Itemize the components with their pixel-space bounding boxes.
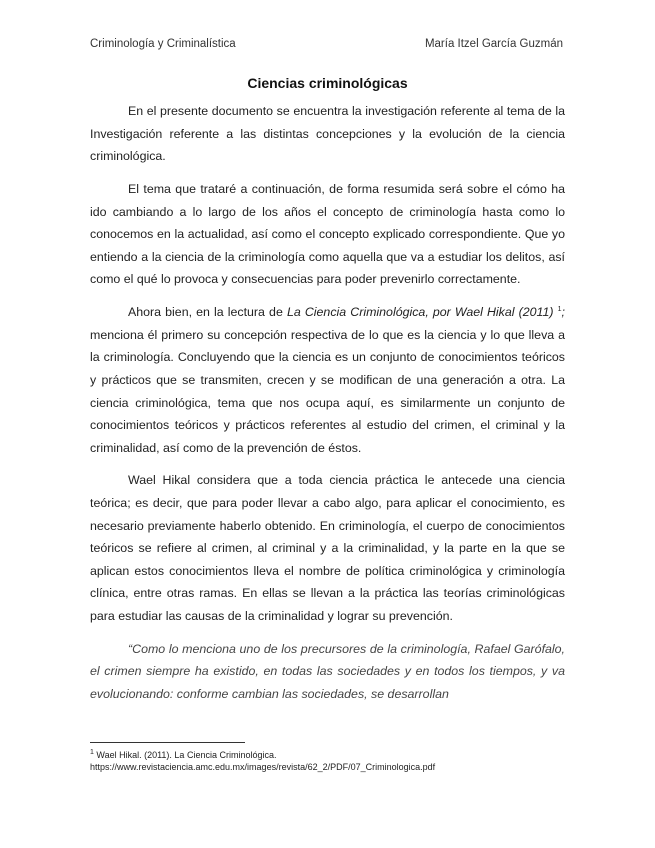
page-header [90,38,563,50]
footnote-mark: 1 [90,749,94,756]
footnote [90,749,565,773]
citation-title: La Ciencia Criminológica, por Wael Hikal (2011) [286,305,554,320]
paragraph-reading [90,301,565,459]
footnote-text: Wael Hikal. (2011). La Ciencia Criminológica. [93,750,277,760]
footnote-reference[interactable]: 1 [557,306,562,313]
citation-semicolon: ; [561,305,565,320]
document-title: Ciencias criminológicas [247,75,408,91]
header-author: María Itzel García Guzmán [424,38,563,50]
footnote-citation [90,749,565,761]
paragraph-quote: “Como lo menciona uno de los precursores de la criminología, Rafael Garófalo, el crimen siempre ha existido, en todas las sociedades y en todos los tiempos, y va evolucionando: conforme cambian las sociedades, se desarrollan [90,641,565,701]
document-body [90,100,565,716]
footnote-divider [90,742,245,743]
footnote-url[interactable]: https://www.revistaciencia.amc.edu.mx/images/revista/62_2/PDF/07_Criminologica.pdf [90,762,436,772]
header-course: Criminología y Criminalística [90,38,236,50]
paragraph-reading-rest: menciona él primero su concepción respectiva de lo que es la ciencia y lo que lleva a la criminología. Concluyendo que la ciencia es un conjunto de conocimientos teóricos y prácticos que se transmiten, crecen y se modifican de una generación a otra. La ciencia criminológica, tema que nos ocupa aquí, es similarmente un conjunto de conocimientos teóricos y prácticos referentes al estudio del crimen, el criminal y la criminalidad, así como de la prevención de éstos. [90,327,565,455]
paragraph-intro: En el presente documento se encuentra la investigación referente al tema de la Investigación referente a las distintas concepciones y la evolución de la ciencia criminológica. [90,104,565,164]
paragraph-reading-start: Ahora bien, en la lectura de [128,305,287,320]
paragraph-topic: El tema que trataré a continuación, de forma resumida será sobre el cómo ha ido cambiando a lo largo de los años el concepto de criminología hasta como lo conocemos en la actualidad, así como el concepto explicado correspondiente. Que yo entiendo a la ciencia de la criminología como aquella que va a estudiar los delitos, así como el qué lo provoca y consecuencias para poder prevenirlo correctamente. [90,181,565,287]
paragraph-hikal: Wael Hikal considera que a toda ciencia práctica le antecede una ciencia teórica; es decir, que para poder llevar a cabo algo, para aplicar el conocimiento, es necesario previamente haberlo obtenido. En criminología, el cuerpo de conocimientos teóricos se refiere al crimen, al criminal y a la criminalidad, y la parte en la que se aplican estos conocimientos lleva el nombre de política criminológica y criminología clínica, entre otras ramas. En ellas se llevan a la práctica las teorías criminológicas para estudiar las causas de la criminalidad y lograr su prevención. [90,473,565,624]
